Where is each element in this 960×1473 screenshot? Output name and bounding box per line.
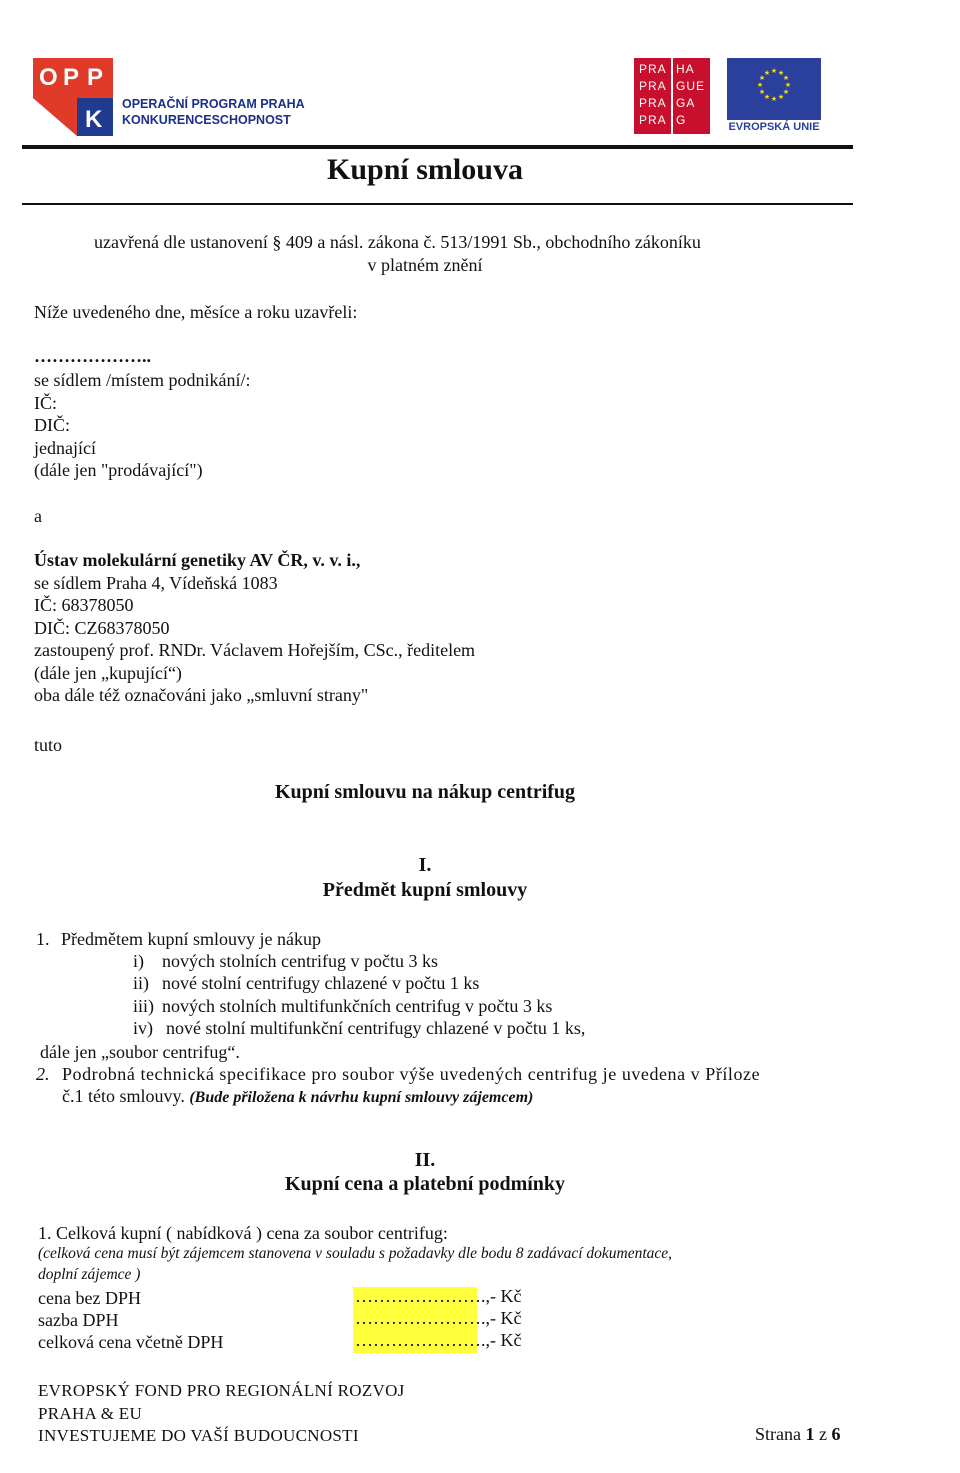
page-current: 1 <box>805 1424 815 1444</box>
praha-cell: PRA <box>639 96 667 110</box>
svg-text:★: ★ <box>782 74 790 82</box>
intro-text: Níže uvedeného dne, měsíce a roku uzavřeli: <box>34 302 358 322</box>
svg-text:★: ★ <box>777 93 785 101</box>
footer-line2: PRAHA & EU <box>38 1404 143 1423</box>
svg-text:★: ★ <box>763 93 771 101</box>
section2-note-line2: doplní zájemce ) <box>38 1266 141 1283</box>
section2-number: II. <box>414 1149 436 1171</box>
price-value-field: ………………….,- Kč <box>355 1308 522 1328</box>
praha-cell: PRA <box>639 113 667 127</box>
buyer-name: Ústav molekulární genetiky AV ČR, v. v. i., <box>34 550 361 570</box>
opp-logo <box>33 58 113 136</box>
section1-item2-number: 2. <box>36 1064 50 1084</box>
page-total: 6 <box>831 1424 841 1444</box>
section1-item1-text: Předmětem kupní smlouvy je nákup <box>61 929 321 949</box>
seller-acting: jednající <box>34 438 96 458</box>
section1-number: I. <box>418 854 432 876</box>
subitem-number: ii) <box>133 973 149 993</box>
praha-cell: PRA <box>639 79 667 93</box>
opp-program-line2: KONKURENCESCHOPNOST <box>122 113 291 127</box>
svg-text:★: ★ <box>784 81 792 89</box>
price-value-field: ………………….,- Kč <box>355 1330 522 1350</box>
subitem-text: nové stolní multifunkční centrifugy chlazené v počtu 1 ks, <box>166 1018 586 1038</box>
document-title: Kupní smlouva <box>327 153 523 186</box>
svg-text:★: ★ <box>770 67 778 75</box>
praha-cell: PRA <box>639 62 667 76</box>
buyer-dic: DIČ: CZ68378050 <box>34 618 170 638</box>
seller-dic: DIČ: <box>34 415 70 435</box>
subitem-number: iii) <box>133 996 154 1016</box>
footer-line3: INVESTUJEME DO VAŠÍ BUDOUCNOSTI <box>38 1426 359 1445</box>
praha-cell: GA <box>676 96 696 110</box>
buyer-represented: zastoupený prof. RNDr. Václavem Hořejším, CSc., ředitelem <box>34 640 476 660</box>
tuto-text: tuto <box>34 735 63 755</box>
svg-text:★: ★ <box>782 88 790 96</box>
seller-ic: IČ: <box>34 393 58 413</box>
opp-program-line1: OPERAČNÍ PROGRAM PRAHA <box>122 97 305 111</box>
price-label: celková cena včetně DPH <box>38 1332 224 1352</box>
section2-note-line1: (celková cena musí být zájemcem stanovena v souladu s požadavky dle bodu 8 zadávací dokumentace, <box>38 1245 673 1262</box>
parties-alias: oba dále též označováni jako „smluvní strany" <box>34 685 369 705</box>
section1-item2-line2 <box>62 1085 533 1109</box>
price-value-field: ………………….,- Kč <box>355 1286 522 1306</box>
svg-text:★: ★ <box>756 81 764 89</box>
section2-title: Kupní cena a platební podmínky <box>284 1173 566 1195</box>
seller-name-blank: ……………….. <box>34 346 151 366</box>
subtitle-line2: v platném znění <box>367 255 483 275</box>
subtitle-line1: uzavřená dle ustanovení § 409 a násl. zákona č. 513/1991 Sb., obchodního zákoníku <box>94 232 701 252</box>
svg-text:★: ★ <box>763 69 771 77</box>
praha-cell: GUE <box>676 79 706 93</box>
page-number <box>755 1423 840 1445</box>
subitem-text: nových stolních multifunkčních centrifug v počtu 3 ks <box>162 996 553 1016</box>
section2-item1: 1. Celková kupní ( nabídková ) cena za soubor centrifug: <box>38 1223 448 1243</box>
subitem-number: i) <box>133 951 144 971</box>
eu-label: EVROPSKÁ UNIE <box>728 121 820 133</box>
svg-text:★: ★ <box>758 88 766 96</box>
eu-flag-icon <box>727 58 821 120</box>
svg-text:★: ★ <box>777 69 785 77</box>
section1-item1-end: dále jen „soubor centrifug“. <box>40 1042 240 1062</box>
subitem-text: nové stolní centrifugy chlazené v počtu 1 ks <box>162 973 480 993</box>
footer-line1: EVROPSKÝ FOND PRO REGIONÁLNÍ ROZVOJ <box>38 1381 405 1400</box>
section1-item2-text: č.1 této smlouvy. <box>62 1086 185 1106</box>
praha-cell: G <box>676 113 687 127</box>
header-rule <box>22 145 853 149</box>
section1-item2-note: (Bude přiložena k návrhu kupní smlouvy zájemcem) <box>189 1089 534 1106</box>
seller-alias: (dále jen "prodávající") <box>34 460 203 480</box>
opp-letter-k: K <box>85 106 103 133</box>
conjunction-and: a <box>34 506 42 526</box>
section1-title: Předmět kupní smlouvy <box>322 879 528 901</box>
buyer-alias: (dále jen „kupující“) <box>34 663 182 683</box>
buyer-seat: se sídlem Praha 4, Vídeňská 1083 <box>34 573 278 593</box>
seller-seat: se sídlem /místem podnikání/: <box>34 370 251 390</box>
subitem-text: nových stolních centrifug v počtu 3 ks <box>162 951 438 971</box>
praha-logo <box>634 58 710 134</box>
page-prefix: Strana <box>755 1424 801 1444</box>
section1-item2-line1: Podrobná technická specifikace pro soubor výše uvedených centrifug je uvedena v Příloze <box>62 1064 761 1084</box>
opp-letter-p1: P <box>63 64 80 91</box>
page-sep: z <box>818 1424 827 1444</box>
price-label: sazba DPH <box>38 1310 119 1330</box>
subitem-number: iv) <box>133 1018 153 1038</box>
opp-program-name <box>122 96 305 128</box>
price-label: cena bez DPH <box>38 1288 141 1308</box>
opp-letter-p2: P <box>87 64 104 91</box>
praha-cell: HA <box>676 62 695 76</box>
svg-text:★: ★ <box>758 74 766 82</box>
svg-text:★: ★ <box>770 95 778 103</box>
opp-letter-o: O <box>39 64 58 91</box>
contract-subject-title: Kupní smlouvu na nákup centrifug <box>274 781 576 803</box>
section1-item1-number: 1. <box>36 929 50 949</box>
buyer-ic: IČ: 68378050 <box>34 595 134 615</box>
title-rule <box>22 203 853 205</box>
